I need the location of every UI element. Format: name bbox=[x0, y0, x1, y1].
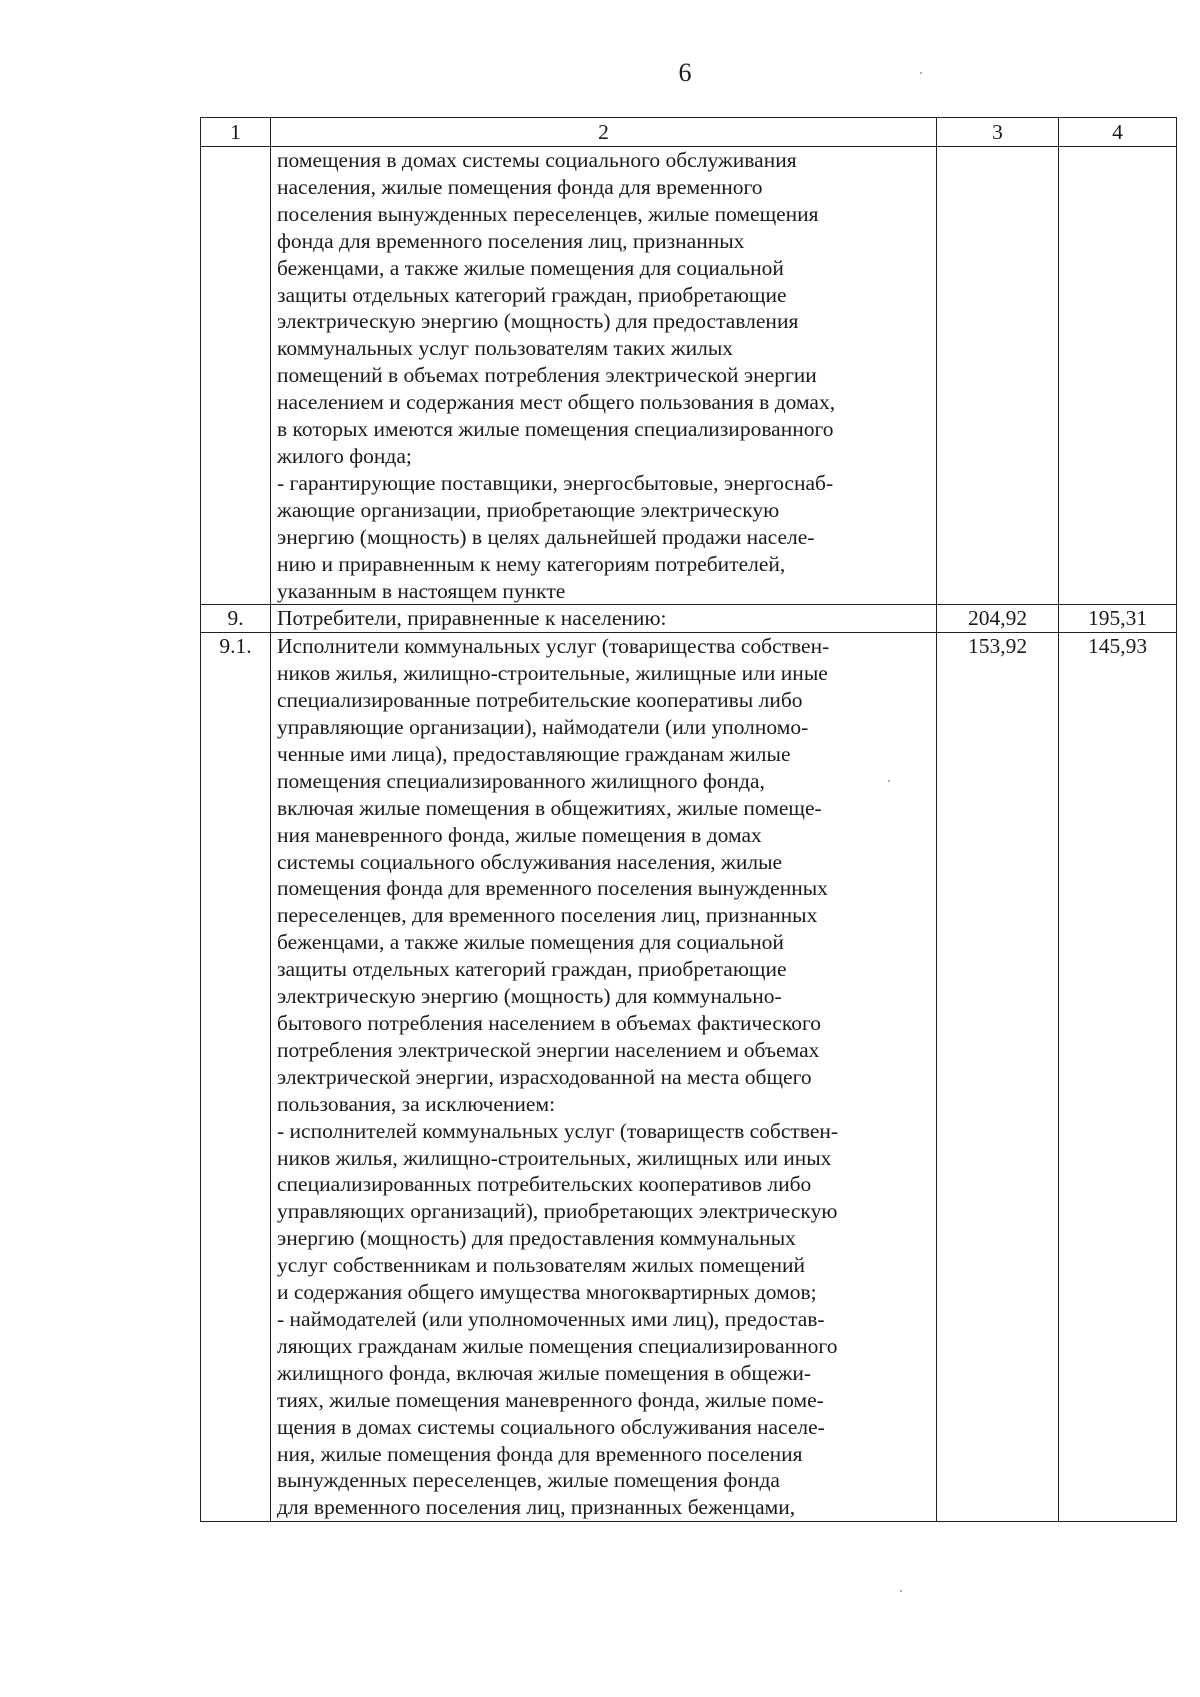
row-number: 9. bbox=[201, 605, 271, 633]
table-header-row bbox=[201, 118, 1177, 147]
text-line: специализированные потребительские кооперативы либо bbox=[277, 688, 803, 713]
text-line: помещения в домах системы социального обслуживания bbox=[277, 148, 797, 172]
page-number: 6 bbox=[678, 58, 692, 87]
row-number-cell bbox=[201, 147, 271, 605]
text-line: ния маневренного фонда, жилые помещения в домах bbox=[277, 822, 762, 847]
text-line: управляющие организации), наймодатели (или уполномо- bbox=[277, 715, 809, 740]
row-description-cell bbox=[271, 633, 937, 1522]
text-line: энергию (мощность) для предоставления коммунальных bbox=[277, 1226, 796, 1251]
row-value-col3: 204,92 bbox=[937, 605, 1059, 633]
row-value-col4: 195,31 bbox=[1059, 605, 1177, 633]
row-col3-cell bbox=[937, 147, 1059, 605]
text-line: беженцами, а также жилые помещения для социальной bbox=[277, 255, 784, 280]
text-line: жающие организации, приобретающие электрическую bbox=[277, 497, 780, 522]
description-lines bbox=[277, 633, 930, 1521]
table-row-continued bbox=[201, 147, 1177, 605]
row-col4-cell bbox=[1059, 147, 1177, 605]
text-line: вынужденных переселенцев, жилые помещения фонда bbox=[277, 1468, 780, 1493]
tariff-table bbox=[200, 117, 1177, 1522]
text-line: жилого фонда; bbox=[277, 443, 412, 468]
text-line: - исполнителей коммунальных услуг (товариществ собствен- bbox=[277, 1118, 839, 1143]
row-value-col4: 145,93 bbox=[1059, 633, 1177, 1522]
text-line: специализированных потребительских кооперативов либо bbox=[277, 1172, 812, 1197]
text-line: помещения фонда для временного поселения вынужденных bbox=[277, 876, 828, 901]
text-line: электрическую энергию (мощность) для предоставления bbox=[277, 309, 799, 334]
column-number-2: 2 bbox=[271, 118, 937, 147]
row-number: 9.1. bbox=[201, 633, 271, 1522]
text-line: коммунальных услуг пользователям таких жилых bbox=[277, 336, 734, 361]
table-row-9-1 bbox=[201, 633, 1177, 1522]
text-line: ляющих гражданам жилые помещения специализированного bbox=[277, 1333, 838, 1358]
text-line: защиты отдельных категорий граждан, приобретающие bbox=[277, 282, 787, 307]
row-value-col3: 153,92 bbox=[937, 633, 1059, 1522]
text-line: электрическую энергию (мощность) для коммунально- bbox=[277, 984, 782, 1009]
row-description-cell bbox=[271, 147, 937, 605]
text-line: тиях, жилые помещения маневренного фонда, жилые поме- bbox=[277, 1387, 824, 1412]
text-line: и содержания общего имущества многоквартирных домов; bbox=[277, 1280, 817, 1305]
table-row-9 bbox=[201, 605, 1177, 633]
text-line: - гарантирующие поставщики, энергосбытовые, энергоснаб- bbox=[277, 470, 834, 495]
text-line: ния, жилые помещения фонда для временного поселения bbox=[277, 1441, 803, 1466]
text-line: помещений в объемах потребления электрической энергии bbox=[277, 363, 817, 388]
text-line: включая жилые помещения в общежитиях, жилые помеще- bbox=[277, 795, 822, 820]
scan-speck bbox=[900, 1590, 902, 1592]
text-line: в которых имеются жилые помещения специализированного bbox=[277, 417, 834, 442]
text-line: поселения вынужденных переселенцев, жилые помещения bbox=[277, 201, 819, 226]
text-line: управляющих организаций), приобретающих электрическую bbox=[277, 1199, 838, 1224]
text-line: жилищного фонда, включая жилые помещения в общежи- bbox=[277, 1360, 812, 1385]
text-line: щения в домах системы социального обслуживания населе- bbox=[277, 1414, 825, 1439]
scan-speck bbox=[920, 72, 922, 74]
text-line: энергию (мощность) в целях дальнейшей продажи населе- bbox=[277, 524, 815, 549]
text-line: пользования, за исключением: bbox=[277, 1091, 556, 1116]
text-line: ников жилья, жилищно-строительных, жилищных или иных bbox=[277, 1145, 832, 1170]
text-line: Исполнители коммунальных услуг (товарищества собствен- bbox=[277, 634, 830, 659]
text-line: ников жилья, жилищно-строительные, жилищные или иные bbox=[277, 661, 828, 686]
text-line: населения, жилые помещения фонда для временного bbox=[277, 174, 763, 199]
text-line: ченные ими лица), предоставляющие гражданам жилые bbox=[277, 741, 791, 766]
text-line: переселенцев, для временного поселения лиц, признанных bbox=[277, 903, 818, 928]
text-line: потребления электрической энергии населением и объемах bbox=[277, 1037, 820, 1062]
row-description: Потребители, приравненные к населению: bbox=[271, 605, 937, 633]
column-number-1: 1 bbox=[201, 118, 271, 147]
text-line: населением и содержания мест общего пользования в домах, bbox=[277, 390, 836, 415]
column-number-3: 3 bbox=[937, 118, 1059, 147]
text-line: услуг собственникам и пользователям жилых помещений bbox=[277, 1253, 806, 1278]
text-line: электрической энергии, израсходованной на места общего bbox=[277, 1064, 812, 1089]
column-number-4: 4 bbox=[1059, 118, 1177, 147]
scan-speck bbox=[888, 780, 890, 782]
text-line: фонда для временного поселения лиц, признанных bbox=[277, 228, 745, 253]
text-line: - наймодателей (или уполномоченных ими лиц), предостав- bbox=[277, 1306, 825, 1331]
text-line: для временного поселения лиц, признанных беженцами, bbox=[277, 1495, 796, 1520]
text-line: защиты отдельных категорий граждан, приобретающие bbox=[277, 957, 787, 982]
text-line: системы социального обслуживания населения, жилые bbox=[277, 849, 783, 874]
text-line: помещения специализированного жилищного фонда, bbox=[277, 768, 765, 793]
text-line: нию и приравненным к нему категориям потребителей, bbox=[277, 551, 786, 576]
description-lines bbox=[277, 147, 930, 604]
text-line: указанным в настоящем пункте bbox=[277, 578, 566, 603]
text-line: беженцами, а также жилые помещения для социальной bbox=[277, 930, 784, 955]
text-line: бытового потребления населением в объемах фактического bbox=[277, 1011, 822, 1035]
